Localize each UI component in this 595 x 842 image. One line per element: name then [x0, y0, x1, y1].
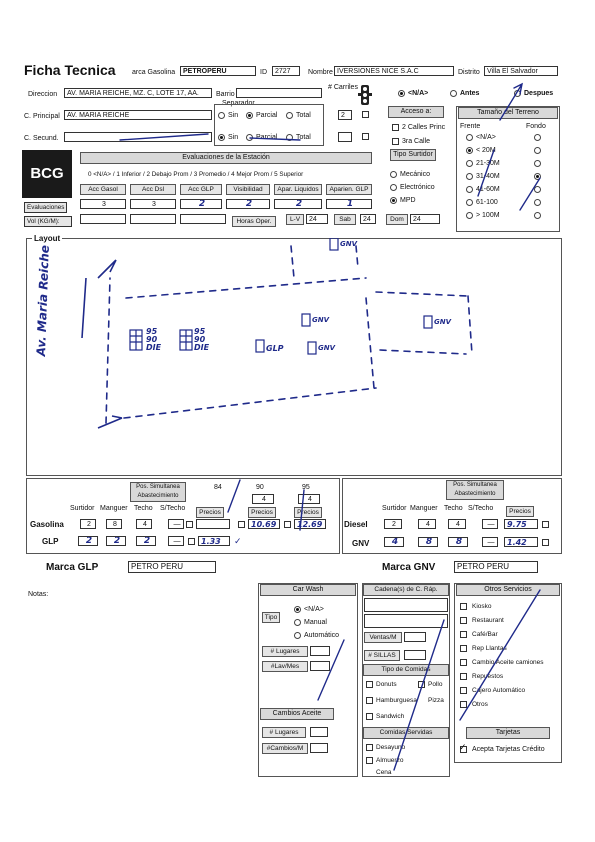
tag-gnv-3: GNV: [434, 318, 452, 326]
gnv-precio-check[interactable]: [542, 539, 549, 546]
eval-col-header: Aparien. GLP: [326, 184, 372, 195]
logo-text: BCG: [30, 165, 64, 182]
sillas-label: # SILLAS: [364, 650, 400, 661]
terreno-range-label: <N/A>: [476, 134, 496, 141]
tipo-surtidor-header: Tipo Surtidor: [390, 149, 436, 161]
notas-label: Notas:: [28, 591, 49, 598]
eval-value-field[interactable]: 2: [180, 199, 222, 209]
gnv-surtidor-field[interactable]: 4: [384, 537, 404, 547]
carwash-tipo-label: Tipo: [262, 612, 280, 623]
sab-label: Sab: [334, 214, 356, 225]
nombre-label: Nombre: [308, 69, 333, 76]
carwash-manual-label: Manual: [304, 619, 327, 626]
frente-radio-1[interactable]: [466, 147, 473, 154]
sep1-total-label: Total: [296, 112, 311, 119]
dom-label: Dom: [386, 214, 408, 225]
fondo-radio-1[interactable]: [534, 147, 541, 154]
eval-col-header: Visibilidad: [226, 184, 270, 195]
tipo-comidas-header: Tipo de Comidas: [363, 664, 449, 676]
terreno-range-label: 31-40M: [476, 173, 500, 180]
carwash-auto-radio[interactable]: [294, 632, 301, 639]
status-na-label: <N/A>: [408, 90, 429, 97]
acceso-3ra-check[interactable]: [392, 138, 399, 145]
fondo-radio-5[interactable]: [534, 199, 541, 206]
marca-glp-label: Marca GLP: [46, 562, 99, 573]
status-antes-label: Antes: [460, 90, 480, 97]
fondo-radio-2[interactable]: [534, 160, 541, 167]
gas-col-stecho: S/Techo: [160, 505, 186, 512]
marca-gnv-field[interactable]: PETRO PERU: [454, 561, 538, 573]
dsl-pos-simultanea: Pos. Simultanea Abastecimiento: [446, 480, 504, 500]
status-antes-radio[interactable]: [450, 90, 457, 97]
terreno-range-label: 61-100: [476, 199, 498, 206]
carwash-lugares-field[interactable]: [310, 646, 330, 656]
dsl-col-surtidor: Surtidor: [382, 505, 407, 512]
glp-precio-checkmark-icon: ✓: [234, 536, 242, 546]
gas-techo-field[interactable]: 4: [136, 519, 152, 529]
dsl-stecho-field[interactable]: —: [482, 519, 498, 529]
gnv-precio-field[interactable]: 1.42: [504, 537, 538, 547]
principal-label: C. Principal: [24, 113, 60, 120]
gnv-row-label: GNV: [352, 539, 370, 548]
cadena-header: Cadena(s) de C. Ráp.: [363, 584, 449, 596]
cambios-lugares-label: # Lugares: [262, 727, 306, 738]
sep2-total-radio[interactable]: [286, 134, 293, 141]
carriles-check[interactable]: [362, 111, 369, 118]
acceso-header: Acceso a:: [388, 106, 444, 118]
evaluaciones-header: Evaluaciones de la Estación: [80, 152, 372, 164]
page-title: Ficha Tecnica: [24, 62, 116, 78]
gasolina-row-label: Gasolina: [30, 520, 64, 529]
dsl-precio-field[interactable]: 9.75: [504, 519, 538, 529]
frente-radio-6[interactable]: [466, 212, 473, 219]
surtidor-electronico-radio[interactable]: [390, 184, 397, 191]
layout-label: Layout: [34, 234, 61, 243]
marca-glp-field[interactable]: PETRO PERU: [128, 561, 216, 573]
terreno-header: Tamaño del Terreno: [458, 107, 558, 119]
nombre-field[interactable]: IVERSIONES NICE S.A.C: [334, 66, 454, 76]
fondo-radio-6[interactable]: [534, 212, 541, 219]
comida-hamburguesa-label: Hamburguesa: [376, 697, 417, 704]
dsl-col-stecho: S/Techo: [468, 505, 494, 512]
csecund-extra-field[interactable]: [338, 132, 352, 142]
frente-radio-3[interactable]: [466, 173, 473, 180]
gas-col-techo: Techo: [134, 505, 153, 512]
comida-pizza-label: Pizza: [428, 697, 444, 704]
servida-desayuno-label: Desayuno: [376, 744, 406, 751]
eval-value-field[interactable]: 1: [326, 199, 372, 209]
terreno-range-label: 41-60M: [476, 186, 500, 193]
comida-pollo-check[interactable]: [418, 681, 425, 688]
otros-item-label: Restaurant: [472, 617, 504, 624]
bcg-logo: [22, 150, 72, 198]
otros-item-label: Repuestos: [472, 673, 504, 680]
direccion-label: Direccion: [28, 91, 58, 98]
street-note: Av. Maria Reiche: [34, 244, 52, 357]
glp-stecho-field[interactable]: —: [168, 536, 184, 546]
barrio-field[interactable]: [236, 88, 322, 98]
lv-field[interactable]: 24: [306, 214, 328, 224]
tarjetas-label: Acepta Tarjetas Crédito: [472, 746, 545, 753]
gas-pos-simultanea: Pos. Simultanea Abastecimiento: [130, 482, 186, 502]
surtidor-mecanico-label: Mecánico: [400, 171, 430, 178]
dsl-manguer-field[interactable]: 4: [418, 519, 436, 529]
octano-84-label: 84: [214, 484, 222, 491]
dsl-techo-field[interactable]: 4: [448, 519, 466, 529]
eval-col-header: Acc Gasol: [80, 184, 126, 195]
otros-check-7[interactable]: [460, 701, 467, 708]
surtidor-electronico-label: Electrónico: [400, 184, 435, 191]
precio-90-check[interactable]: [238, 521, 245, 528]
otros-item-label: Kiosko: [472, 603, 492, 610]
eval-col-header: Acc GLP: [180, 184, 222, 195]
servida-almuerzo-label: Almuerzo: [376, 757, 404, 764]
gas-manguer-field[interactable]: 8: [106, 519, 122, 529]
fondo-label: Fondo: [526, 123, 546, 130]
direccion-field[interactable]: AV. MARIA REICHE, MZ. C, LOTE 17, AA.: [64, 88, 212, 98]
fondo-radio-4[interactable]: [534, 186, 541, 193]
sep1-parcial-radio[interactable]: [246, 112, 253, 119]
principal-field[interactable]: AV. MARIA REICHE: [64, 110, 212, 120]
otros-check-3[interactable]: [460, 645, 467, 652]
gas-col-surtidor: Surtidor: [70, 505, 95, 512]
otros-item-label: Cambio Aceite camiones: [472, 659, 544, 666]
precio-90-field[interactable]: 10.69: [248, 519, 280, 529]
octano-90-field[interactable]: 4: [252, 494, 274, 504]
sep2-parcial-radio[interactable]: [246, 134, 253, 141]
marca-gasolina-field[interactable]: PETROPERU: [180, 66, 256, 76]
frente-radio-2[interactable]: [466, 160, 473, 167]
dsl-col-techo: Techo: [444, 505, 463, 512]
traffic-light-icon: [358, 84, 372, 106]
otros-check-6[interactable]: [460, 687, 467, 694]
surtidor-mpd-radio[interactable]: [390, 197, 397, 204]
eval-col-header: Acc Dsl: [130, 184, 176, 195]
dsl-col-manguer: Manguer: [410, 505, 438, 512]
dsl-surtidor-field[interactable]: 2: [384, 519, 402, 529]
separador-label: Separador: [222, 100, 255, 107]
terreno-range-label: > 100M: [476, 212, 500, 219]
acceso-3ra-label: 3ra Calle: [402, 138, 431, 145]
distrito-label: Distrito: [458, 69, 480, 76]
carwash-na-radio[interactable]: [294, 606, 301, 613]
glp-precio-field[interactable]: 1.33: [198, 536, 230, 546]
diesel-row-label: Diesel: [344, 520, 368, 529]
comida-hamburguesa-check[interactable]: [366, 697, 373, 704]
gas-col-manguer: Manguer: [100, 505, 128, 512]
distrito-field[interactable]: Villa El Salvador: [484, 66, 558, 76]
gas-surtidor-field[interactable]: 2: [80, 519, 96, 529]
eval-value-field[interactable]: 2: [274, 199, 322, 209]
otros-item-label: Otros: [472, 701, 488, 708]
vol-label: Vol (KG/M):: [24, 216, 72, 227]
ventas-field[interactable]: [404, 632, 426, 642]
cadena-field-1[interactable]: [364, 598, 448, 612]
barrio-label: Barrio: [216, 91, 235, 98]
otros-check-0[interactable]: [460, 603, 467, 610]
gnv-stecho-field[interactable]: —: [482, 537, 498, 547]
sep2-sin-label: Sin: [228, 134, 239, 141]
tag-gnv-4: GNV: [340, 240, 358, 248]
servida-almuerzo-check[interactable]: [366, 757, 373, 764]
dom-field[interactable]: 24: [410, 214, 440, 224]
carwash-manual-radio[interactable]: [294, 619, 301, 626]
layout-sketch: [26, 238, 562, 476]
carwash-lavmes-label: #Lav/Mes: [262, 661, 308, 672]
precio-95-field[interactable]: 12.69: [294, 519, 326, 529]
cadena-field-2[interactable]: [364, 614, 448, 628]
glp-manguer-field[interactable]: 2: [106, 536, 126, 546]
frente-radio-0[interactable]: [466, 134, 473, 141]
frente-radio-5[interactable]: [466, 199, 473, 206]
acceso-2calles-label: 2 Calles Princ: [402, 124, 446, 131]
eval-col-header: Apar. Liquidos: [274, 184, 322, 195]
precios-90-label: Precios: [248, 507, 276, 518]
octano-90-label: 90: [256, 484, 264, 491]
gnv-techo-field[interactable]: 8: [448, 537, 468, 547]
carwash-auto-label: Automático: [304, 632, 340, 639]
gas-stecho-field[interactable]: —: [168, 519, 184, 529]
precios-95-label: Precios: [294, 507, 322, 518]
otros-check-4[interactable]: [460, 659, 467, 666]
carwash-header: Car Wash: [260, 584, 356, 596]
cambios-cambios-label: #Cambios/M: [262, 743, 308, 754]
servida-cena-label: Cena: [376, 769, 392, 776]
otros-item-label: Café/Bar: [472, 631, 498, 638]
secund-label: C. Secund.: [24, 135, 59, 142]
sep1-parcial-label: Parcial: [256, 112, 278, 119]
carwash-lugares-label: # Lugares: [262, 646, 308, 657]
otros-item-label: Cajero Automático: [472, 687, 526, 694]
otros-item-label: Rep Llantas: [472, 645, 507, 652]
terreno-range-label: 21-30M: [476, 160, 500, 167]
pump-1-label: 95 90 DIE: [146, 327, 162, 352]
cambios-header: Cambios Aceite: [260, 708, 334, 720]
sab-field[interactable]: 24: [360, 214, 376, 224]
glp-surtidor-field[interactable]: 2: [78, 536, 98, 546]
precio-84-check[interactable]: [186, 521, 193, 528]
frente-label: Frente: [460, 123, 481, 130]
comida-sandwich-label: Sandwich: [376, 713, 405, 720]
secund-field[interactable]: [64, 132, 212, 142]
id-field[interactable]: 2727: [272, 66, 300, 76]
terreno-range-label: < 20M: [476, 147, 496, 154]
sep2-total-label: Total: [296, 134, 311, 141]
status-despues-radio[interactable]: [514, 90, 521, 97]
sillas-field[interactable]: [404, 650, 426, 660]
glp-precio-check[interactable]: [188, 538, 195, 545]
precio-84-field[interactable]: [196, 519, 230, 529]
horas-oper-button[interactable]: Horas Oper.: [232, 216, 276, 227]
eval-value-field[interactable]: 3: [130, 199, 176, 209]
precio-95-check[interactable]: [284, 521, 291, 528]
id-label: ID: [260, 69, 267, 76]
surtidor-mpd-label: MPD: [400, 197, 416, 204]
pump-2-label: 95 90 DIE: [194, 327, 210, 352]
comida-pollo-label: Pollo: [428, 681, 443, 688]
glp-techo-field[interactable]: 2: [136, 536, 156, 546]
ventas-label: Ventas/M: [364, 632, 402, 643]
acceso-2calles-check[interactable]: [392, 124, 399, 131]
comida-donuts-label: Donuts: [376, 681, 397, 688]
frente-radio-4[interactable]: [466, 186, 473, 193]
marca-label: arca Gasolina: [132, 69, 176, 76]
carwash-na-label: <N/A>: [304, 606, 324, 613]
comida-sandwich-check[interactable]: [366, 713, 373, 720]
fondo-radio-3[interactable]: [534, 173, 541, 180]
sep1-total-radio[interactable]: [286, 112, 293, 119]
tarjetas-header: Tarjetas: [466, 727, 550, 739]
sep2-sin-radio[interactable]: [218, 134, 225, 141]
evaluaciones-scale: 0 <N/A> / 1 Inferior / 2 Debajo Prom / 3 Promedio / 4 Mejor Prom / 5 Superior: [88, 171, 304, 178]
status-despues-label: Despues: [524, 90, 554, 97]
csecund-check[interactable]: [362, 133, 369, 140]
eval-value-field[interactable]: 2: [226, 199, 270, 209]
sep1-sin-label: Sin: [228, 112, 239, 119]
marca-gnv-label: Marca GNV: [382, 562, 436, 573]
glp-row-label: GLP: [42, 537, 59, 546]
dsl-precio-check[interactable]: [542, 521, 549, 528]
dsl-precios-label: Precios: [506, 506, 534, 517]
octano-95-field[interactable]: 4: [298, 494, 320, 504]
otros-check-2[interactable]: [460, 631, 467, 638]
tag-gnv-2: GNV: [318, 344, 336, 352]
comida-donuts-check[interactable]: [366, 681, 373, 688]
vol-field-3[interactable]: [180, 214, 226, 224]
sep1-sin-radio[interactable]: [218, 112, 225, 119]
servidas-header: Comidas Servidas: [363, 727, 449, 739]
tag-glp: GLP: [266, 344, 284, 353]
vol-field-2[interactable]: [130, 214, 176, 224]
cambios-lugares-field[interactable]: [310, 727, 328, 737]
tarjetas-checkmark-icon: ✓: [459, 742, 467, 752]
eval-value-field[interactable]: 3: [80, 199, 126, 209]
otros-header: Otros Servicios: [456, 584, 560, 596]
octano-95-label: 95: [302, 484, 310, 491]
status-na-radio[interactable]: [398, 90, 405, 97]
carriles-label: # Carriles: [328, 84, 358, 91]
sep2-parcial-label: Parcial: [256, 134, 278, 141]
precios-84-label: Precios: [196, 507, 224, 518]
otros-check-1[interactable]: [460, 617, 467, 624]
vol-field-1[interactable]: [80, 214, 126, 224]
cambios-cambios-field[interactable]: [310, 743, 328, 753]
servida-desayuno-check[interactable]: [366, 744, 373, 751]
fondo-radio-0[interactable]: [534, 134, 541, 141]
gnv-manguer-field[interactable]: 8: [418, 537, 438, 547]
surtidor-mecanico-radio[interactable]: [390, 171, 397, 178]
carriles-field[interactable]: 2: [338, 110, 352, 120]
evaluaciones-row-label: Evaluaciones: [24, 202, 67, 213]
tag-gnv-1: GNV: [312, 316, 330, 324]
carwash-lavmes-field[interactable]: [310, 661, 330, 671]
lv-label: L-V: [286, 214, 304, 225]
otros-check-5[interactable]: [460, 673, 467, 680]
